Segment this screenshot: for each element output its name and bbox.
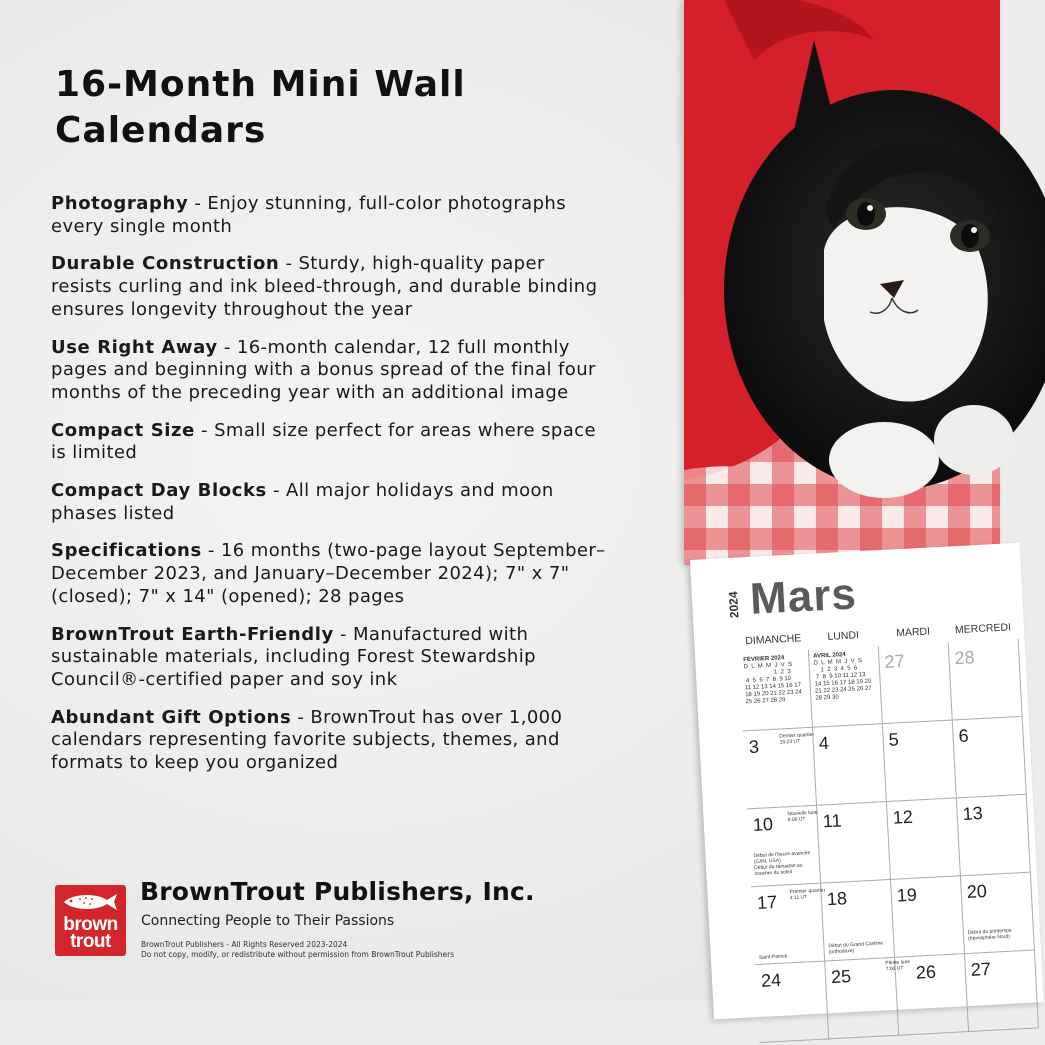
logo-text-trout: trout [70, 931, 111, 952]
calendar-cell [885, 954, 969, 1036]
feature-item [51, 253, 611, 321]
moon-note: Premier quartier 4:11 UT [789, 887, 826, 902]
calendar-cell [953, 717, 1027, 799]
calendar-cell [817, 802, 891, 884]
day-number: 26 [915, 961, 937, 983]
calendar-cell [957, 795, 1031, 877]
moon-note: Dernier quartier 15:23 UT [779, 731, 815, 746]
mini-calendar-apr: AVRIL 2024 D L M M J V S 1 2 3 4 5 6 7 8 9 10 11 12 13 14 15 16 17 18 19 20 21 22 23 24 25 26 27 28 29 30 [813, 651, 872, 702]
calendar-cell [747, 806, 821, 888]
calendar-cell [755, 961, 829, 1043]
calendar-cell [813, 724, 887, 806]
feature-text: - BrownTrout has over 1,000 calendars representing favorite subjects, themes, and formats to keep you organized [51, 706, 563, 774]
feature-item [51, 624, 611, 692]
day-number: 19 [896, 884, 918, 906]
mini-calendar-feb: FÉVRIER 2024 D L M M J V S 1 2 3 4 5 6 7 8 9 10 11 12 13 14 15 16 17 18 19 20 21 22 23 24 25 26 27 28 29 [743, 655, 802, 706]
feature-item [51, 420, 611, 465]
calendar-cell [891, 876, 965, 958]
feature-item [51, 707, 611, 775]
day-number: 25 [830, 966, 852, 988]
feature-text: - Enjoy stunning, full-color photographs every single month [51, 193, 567, 237]
calendar-year: 2024 [726, 591, 742, 619]
copyright-line: BrownTrout Publishers - All Rights Reserved 2023-2024 [141, 940, 348, 949]
day-header: LUNDI [827, 629, 860, 643]
feature-heading: Compact Day Blocks [51, 480, 267, 502]
feature-heading: Abundant Gift Options [51, 706, 292, 728]
publisher-name: BrownTrout Publishers, Inc. [140, 877, 535, 906]
holiday-note: Début du Grand Carême (orthodoxe) [828, 940, 884, 956]
feature-heading: Compact Size [51, 419, 195, 441]
feature-item [51, 540, 611, 608]
calendar-cell [809, 646, 883, 728]
feature-text: - All major holidays and moon phases listed [51, 480, 554, 524]
day-number: 27 [884, 650, 906, 672]
day-number: 12 [892, 806, 914, 828]
feature-item [51, 480, 611, 525]
moon-note: Nouvelle lune 9:00 UT [787, 809, 818, 824]
feature-heading: Specifications [51, 540, 202, 562]
holiday-note: Début du printemps (hémisphère Nord) [967, 927, 1012, 942]
feature-text: - Manufactured with sustainable materials, including Forest Stewardship Council®-certified paper and soy ink [51, 623, 536, 690]
kitten-photo-illustration [684, 0, 1000, 565]
kitten-photo [684, 0, 1000, 565]
feature-heading: Durable Construction [51, 253, 280, 275]
feature-text: - Small size perfect for areas where space is limited [51, 419, 596, 464]
calendar-month-title: Mars [748, 569, 858, 624]
day-number: 28 [953, 647, 976, 669]
calendar-cell [821, 880, 895, 962]
day-number: 6 [958, 725, 970, 747]
copyright-notice: Do not copy, modify, or redistribute without permission from BrownTrout Publishers [141, 950, 455, 959]
calendar-cell [879, 643, 953, 725]
feature-text: - 16 months (two-page layout September–December 2023, and January–December 2024); 7" x 7" (closed); 7" x 14" (opened); 28 pages [51, 540, 606, 607]
feature-heading: Photography [51, 193, 189, 214]
calendar-cell [887, 798, 961, 880]
day-number: 27 [970, 958, 992, 980]
day-number: 17 [756, 891, 778, 913]
feature-text: - 16-month calendar, 12 full monthly pages and beginning with a bonus spread of the final four months of the preceding year with an additional image [51, 336, 596, 403]
calendar-month-page [690, 543, 1044, 1020]
feature-item [51, 193, 611, 238]
day-header: MARDI [895, 625, 931, 640]
moon-note: Pleine lune 7:00 UT [885, 959, 911, 973]
page-title: 16-Month Mini Wall Calendars [55, 64, 466, 151]
calendar-cell [883, 720, 957, 802]
day-number: 13 [962, 803, 984, 825]
calendar-cell [961, 873, 1035, 955]
calendar-cell [739, 650, 813, 732]
browntrout-logo [55, 885, 126, 956]
day-header: DIMANCHE [744, 632, 802, 648]
day-number: 18 [826, 888, 848, 910]
trout-fish-icon [61, 891, 120, 913]
feature-heading: BrownTrout Earth-Friendly [51, 623, 334, 645]
feature-text: - Sturdy, high-quality paper resists curling and ink bleed-through, and durable binding ensures longevity throughout the year [51, 253, 598, 320]
logo-text-brown: brown [63, 914, 118, 935]
day-number: 20 [966, 880, 988, 902]
calendar-cell [751, 884, 825, 966]
day-number: 3 [748, 736, 760, 758]
day-number: 24 [760, 969, 782, 991]
publisher-tagline: Connecting People to Their Passions [141, 913, 395, 929]
feature-heading: Use Right Away [51, 336, 218, 358]
day-number: 10 [752, 814, 774, 836]
day-header: MERCREDI [954, 621, 1012, 637]
day-number: 4 [818, 733, 830, 754]
feature-item [51, 337, 611, 405]
calendar-cell [965, 950, 1039, 1032]
calendar-cell [743, 728, 817, 810]
day-number: 5 [888, 729, 900, 750]
feature-list [51, 193, 611, 790]
holiday-note: Début de l'heure avancée (CAN, USA) Début du ramadan au coucher du soleil [753, 850, 811, 878]
holiday-note: Saint-Patrick [758, 953, 788, 961]
calendar-cell [949, 639, 1023, 721]
day-number: 11 [822, 810, 843, 832]
